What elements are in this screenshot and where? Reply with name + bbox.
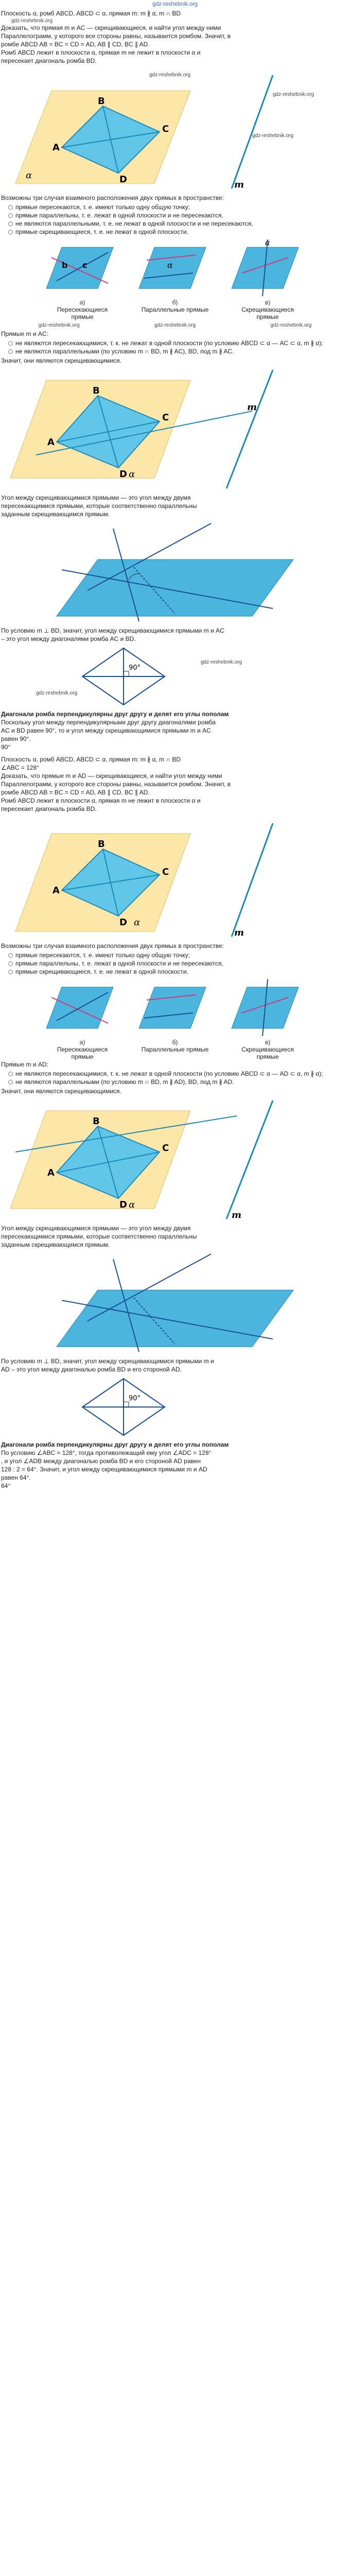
task2-diag-note3: , и угол ∠ADB между диагональю ромба BD и его стороной AD равен xyxy=(1,1458,201,1465)
label-B: B xyxy=(98,96,105,107)
task2-diag-note5: равен 64°. xyxy=(1,1474,31,1481)
case-caption: Пересекающиеся прямые xyxy=(57,1046,108,1060)
svg-text:α: α xyxy=(167,260,173,270)
figure-rhombus-plane-2 xyxy=(5,365,345,494)
label-D: D xyxy=(119,174,127,185)
task1-prove: Доказать, что прямая m и AC — скрещивающиеся, и найти угол между ними xyxy=(1,24,221,31)
task2-def2: ромбе ABCD AB = BC = CD = AD, AB ∥ CD, BC ∥ AD. xyxy=(1,789,150,796)
svg-text:B: B xyxy=(93,385,100,396)
list-item: прямые пересекаются, т. е. имеют только одну общую точку; xyxy=(8,203,349,211)
svg-text:gdz-reshebnik.org: gdz-reshebnik.org xyxy=(36,690,78,696)
task1-cases-intro: Возможны три случая взаимного расположения двух прямых в пространстве: xyxy=(1,194,224,201)
svg-text:A: A xyxy=(52,885,60,896)
task2-rhombus-note1: Ромб ABCD лежит в плоскости α, прямая m не лежит в плоскости α и xyxy=(1,797,201,804)
task2-intro: Плоскость α, ромб ABCD, ABCD ⊂ α, прямая m: m ∦ α, m ∩ BD xyxy=(1,756,181,763)
svg-text:m: m xyxy=(232,1210,242,1221)
task2-diag-note1: Диагонали ромба перпендикулярны друг другу и делят его углы пополам xyxy=(1,1441,229,1448)
case-letter: б) xyxy=(172,299,178,306)
task2 xyxy=(0,755,350,1490)
list-item: прямые параллельны, т. е. лежат в одной плоскости и не пересекаются, xyxy=(8,211,349,219)
task2-prove: Доказать, что прямые m и AD — скрещивающиеся, и найти угол между ними xyxy=(1,772,222,779)
svg-text:a: a xyxy=(265,238,270,247)
figure-rhombus-plane-4 xyxy=(5,1095,345,1224)
task2-angle-def3: заданным скрещивающимся прямым. xyxy=(1,1241,110,1248)
task2-given-angle: ∠ABC = 128° xyxy=(1,764,39,771)
list-item: не являются пересекающимися, т. к. не лежат в одной плоскости (по условию ABCD ⊂ α — AD ⊂ α, m ∦ α); xyxy=(8,1070,349,1078)
case-caption: Скрещивающиеся прямые xyxy=(241,1046,294,1060)
task1-def2: ромбе ABCD AB = BC = CD = AD, AB ∥ CD, BC ∥ AD. xyxy=(1,41,150,48)
task1-rhombus-note1: Ромб ABCD лежит в плоскости α, прямая m не лежит в плоскости α и xyxy=(1,49,201,56)
label-alpha: α xyxy=(26,170,32,181)
angle-label: 90° xyxy=(129,1395,141,1402)
svg-text:C: C xyxy=(162,867,169,877)
case-letter: а) xyxy=(79,1039,85,1046)
watermark: gdz-reshebnik.org xyxy=(270,322,312,328)
list-item: прямые пересекаются, т. е. имеют только одну общую точку; xyxy=(8,951,349,959)
task2-rhombus-note2: пересекает диагональ ромба BD. xyxy=(1,805,97,812)
task1 xyxy=(0,9,350,751)
case-caption: Скрещивающиеся прямые xyxy=(241,306,294,320)
svg-text:α: α xyxy=(129,1199,135,1210)
list-item: прямые скрещивающиеся, т. е. не лежат в одной плоскости. xyxy=(8,968,349,976)
svg-text:C: C xyxy=(162,1143,169,1154)
figure-rhombus-plane-1 xyxy=(5,65,345,194)
case-caption: Параллельные прямые xyxy=(141,306,209,313)
list-item: не являются параллельными (по условию m ∩ BD, m ∦ AC), BD, под m ∦ AC. xyxy=(8,347,349,355)
svg-text:m: m xyxy=(247,402,257,413)
watermark: gdz-reshebnik.org xyxy=(38,322,80,328)
task1-answer: 90° xyxy=(1,743,11,751)
label-m: m xyxy=(234,179,244,190)
figure-skew-angle-2 xyxy=(5,1249,345,1357)
svg-text:D: D xyxy=(119,917,127,928)
figure-three-cases-1 xyxy=(41,237,309,299)
task1-intro: Плоскость α, ромб ABCD, ABCD ⊂ α, прямая m: m ∦ α, m ∩ BD xyxy=(1,10,181,17)
task1-perp-note1: По условию m ⊥ BD, значит, угол между скрещивающимися прямыми m и AC xyxy=(1,627,224,634)
task1-conclusion: Значит, они являются скрещивающимися. xyxy=(1,357,121,364)
figure-diagonals-90-1 xyxy=(5,643,345,710)
angle-label: 90° xyxy=(129,664,141,672)
task1-case-letters xyxy=(1,299,349,306)
figure-skew-angle-1 xyxy=(5,518,345,626)
watermark: gdz-reshebnik.org xyxy=(154,322,196,328)
task1-diag-note1: Диагонали ромба перпендикулярны друг другу и делят его углы пополам xyxy=(1,710,229,718)
svg-text:C: C xyxy=(162,412,169,423)
task2-cases-intro: Возможны три случая взаимного расположения двух прямых в пространстве: xyxy=(1,942,224,950)
task2-checks xyxy=(8,1070,349,1086)
task1-angle-def1: Угол между скрещивающимися прямыми — это угол между двумя xyxy=(1,494,191,501)
label-A: A xyxy=(52,142,60,153)
task1-angle-def3: заданным скрещивающимся прямым. xyxy=(1,511,110,518)
svg-text:α: α xyxy=(129,469,135,480)
figure-three-cases-2 xyxy=(41,977,309,1039)
svg-text:gdz-reshebnik.org: gdz-reshebnik.org xyxy=(201,659,242,665)
task2-def1: Параллелограмм, у которого все стороны равны, называется ромбом. Значит, в xyxy=(1,781,231,788)
figure-diagonals-90-2 xyxy=(5,1374,345,1440)
svg-text:D: D xyxy=(119,1199,127,1210)
case-letter: в) xyxy=(265,299,271,306)
task2-case-captions xyxy=(1,1046,349,1060)
task2-cases xyxy=(8,951,349,976)
task1-checks xyxy=(8,339,349,355)
list-item: прямые скрещивающиеся, т. е. не лежат в одной плоскости. xyxy=(8,228,349,236)
svg-text:A: A xyxy=(47,437,55,448)
svg-text:m: m xyxy=(234,927,244,938)
task2-perp-note1: По условию m ⊥ BD, значит, угол между скрещивающимися прямыми m и xyxy=(1,1358,214,1365)
task1-perp-note2: – это угол между диагоналями ромба AC и BD. xyxy=(1,635,136,642)
task1-diag-note3: AC и BD равен 90°, то и угол между скрещивающимися прямыми m и AC xyxy=(1,727,211,734)
task1-diag-note2: Поскольку угол между перпендикулярными друг другу диагоналями ромба xyxy=(1,719,216,726)
task1-rhombus-note2: пересекает диагональ ромба BD. xyxy=(1,57,97,64)
svg-text:B: B xyxy=(98,839,105,850)
task2-check-title: Прямые m и AD: xyxy=(1,1061,48,1068)
task2-diag-note4: 128 : 2 = 64°. Значит, и угол между скрещивающимися прямыми m и AD xyxy=(1,1466,207,1473)
task2-perp-note2: AD – это угол между диагональю ромба BD и его стороной AD. xyxy=(1,1366,182,1373)
list-item: прямые параллельны, т. е. лежат в одной плоскости и не пересекаются, xyxy=(8,959,349,968)
watermark: gdz-reshebnik.org xyxy=(273,92,314,97)
case-letter: а) xyxy=(79,299,85,306)
svg-text:D: D xyxy=(119,469,127,480)
task2-angle-def1: Угол между скрещивающимися прямыми — это угол между двумя xyxy=(1,1225,191,1232)
watermark: gdz-reshebnik.org xyxy=(252,133,294,139)
case-caption: Параллельные прямые xyxy=(141,1046,209,1053)
svg-text:B: B xyxy=(93,1116,100,1127)
figure-rhombus-plane-3 xyxy=(5,813,345,942)
watermark: gdz-reshebnik.org xyxy=(11,18,53,24)
task1-diag-note4: равен 90°. xyxy=(1,735,31,742)
label-C: C xyxy=(162,124,169,134)
task2-conclusion: Значит, они являются скрещивающимися. xyxy=(1,1088,121,1095)
task1-cases xyxy=(8,203,349,236)
svg-text:A: A xyxy=(47,1167,55,1178)
task2-diag-note2: По условию ∠ABC = 128°, тогда противолежащий ему угол ∠ADC = 128° xyxy=(1,1449,212,1456)
task1-angle-def2: пересекающимися прямыми, которые соответственно параллельны xyxy=(1,502,197,510)
svg-text:α: α xyxy=(134,917,141,928)
watermark: gdz-reshebnik.org xyxy=(149,72,191,78)
task2-angle-def2: пересекающимися прямыми, которые соответственно параллельны xyxy=(1,1233,197,1240)
case-caption: Пересекающиеся прямые xyxy=(57,306,108,320)
svg-text:c: c xyxy=(82,260,87,270)
list-item: не являются пересекающимися, т. к. не лежат в одной плоскости (по условию ABCD ⊂ α — AC ⊂ α, m ∦ α); xyxy=(8,339,349,347)
site-domain[interactable]: gdz-reshebnik.org xyxy=(152,1,198,7)
case-letter: б) xyxy=(172,1039,178,1046)
task2-answer: 64° xyxy=(1,1482,11,1489)
task1-check-title: Прямые m и AC: xyxy=(1,330,48,337)
svg-text:b: b xyxy=(62,260,68,270)
task1-def1: Параллелограмм, у которого все стороны равны, называется ромбом. Значит, в xyxy=(1,32,231,40)
list-item: не являются параллельными, т. е. не лежат в одной плоскости и не пересекаются, xyxy=(8,219,349,228)
task2-case-letters xyxy=(1,1039,349,1046)
case-letter: в) xyxy=(265,1039,271,1046)
task1-case-captions xyxy=(1,306,349,320)
list-item: не являются параллельными (по условию m ∩ BD, m ∦ AD), BD, под m ∦ AD. xyxy=(8,1078,349,1086)
